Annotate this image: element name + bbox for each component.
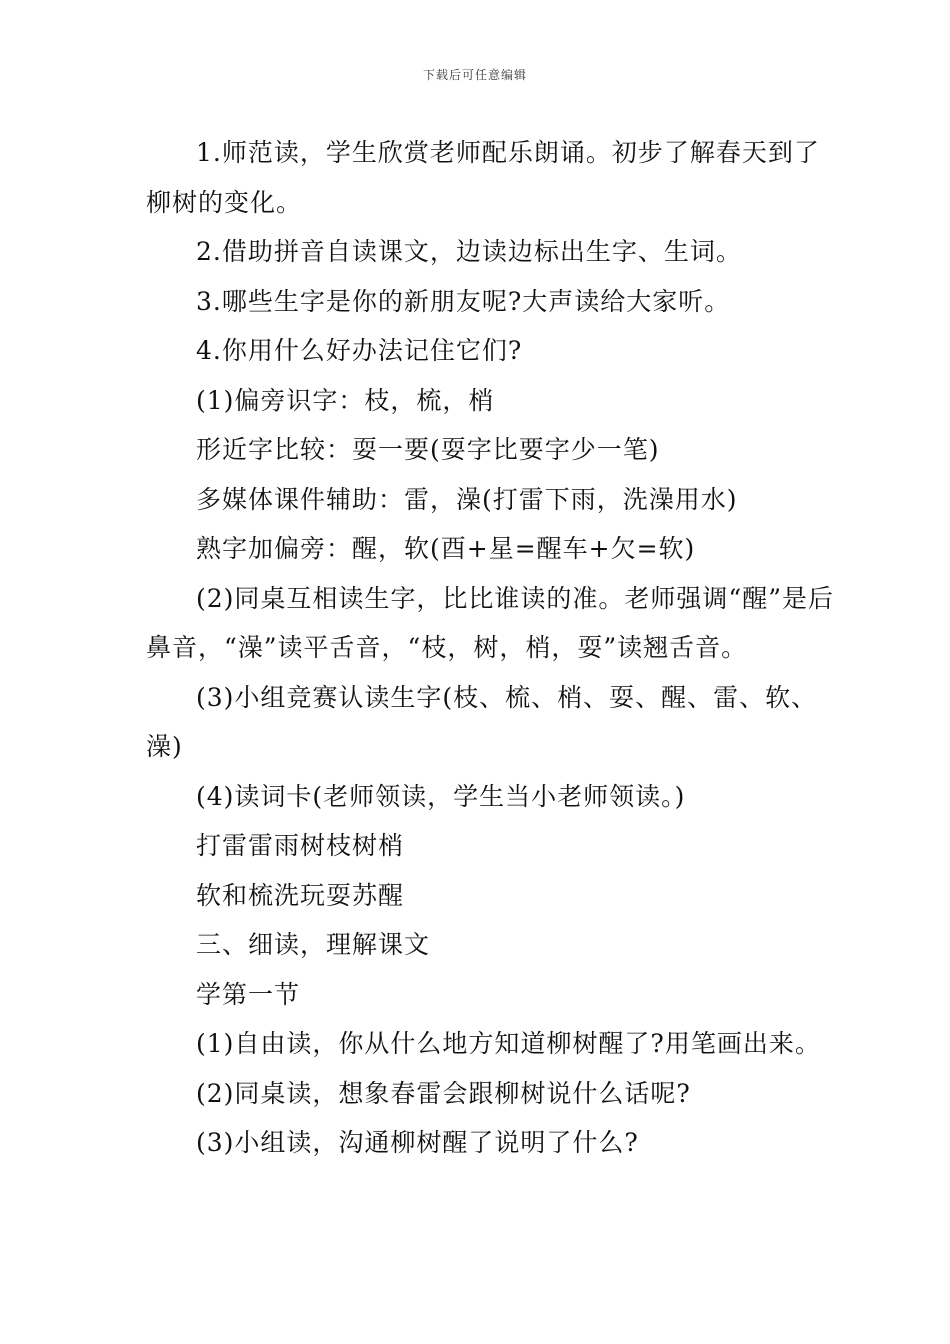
paragraph-10: (3)小组竞赛认读生字(枝、梳、梢、耍、醒、雷、软、澡) bbox=[146, 682, 818, 761]
paragraph-2: 2.借助拼音自读课文，边读边标出生字、生词。 bbox=[196, 237, 742, 266]
paragraph-12: 打雷雷雨树枝树梢 bbox=[196, 831, 405, 860]
paragraph-4: 4.你用什么好办法记住它们? bbox=[196, 336, 523, 365]
paragraph-13: 软和梳洗玩耍苏醒 bbox=[196, 880, 405, 910]
paragraph-15: 学第一节 bbox=[196, 979, 301, 1009]
paragraph-5: (1)偏旁识字：枝，梳，梢 bbox=[196, 385, 495, 415]
paragraph-1: 1.师范读，学生欣赏老师配乐朗诵。初步了解春天到了柳树的变化。 bbox=[146, 138, 820, 217]
page-header: 下载后可任意编辑 bbox=[422, 68, 527, 82]
paragraph-18: (3)小组读，沟通柳树醒了说明了什么? bbox=[196, 1128, 639, 1157]
paragraph-7: 多媒体课件辅助：雷，澡(打雷下雨，洗澡用水) bbox=[196, 484, 738, 514]
paragraph-17: (2)同桌读，想象春雷会跟柳树说什么话呢? bbox=[196, 1078, 691, 1108]
paragraph-3: 3.哪些生字是你的新朋友呢?大声读给大家听。 bbox=[196, 286, 731, 316]
paragraph-8: 熟字加偏旁：醒，软(酉+星=醒车+欠=软) bbox=[196, 534, 696, 563]
document-body bbox=[146, 128, 836, 1168]
paragraph-9: (2)同桌互相读生字，比比谁读的准。老师强调“醒”是后鼻音，“澡”读平舌音，“枝，树，梢，耍”读翘舌音。 bbox=[146, 583, 834, 662]
paragraph-6: 形近字比较：耍一要(耍字比要字少一笔) bbox=[196, 435, 660, 464]
paragraph-14: 三、细读，理解课文 bbox=[196, 930, 431, 959]
paragraph-11: (4)读词卡(老师领读，学生当小老师领读。) bbox=[196, 781, 686, 811]
paragraph-16: (1)自由读，你从什么地方知道柳树醒了?用笔画出来。 bbox=[196, 1029, 821, 1058]
